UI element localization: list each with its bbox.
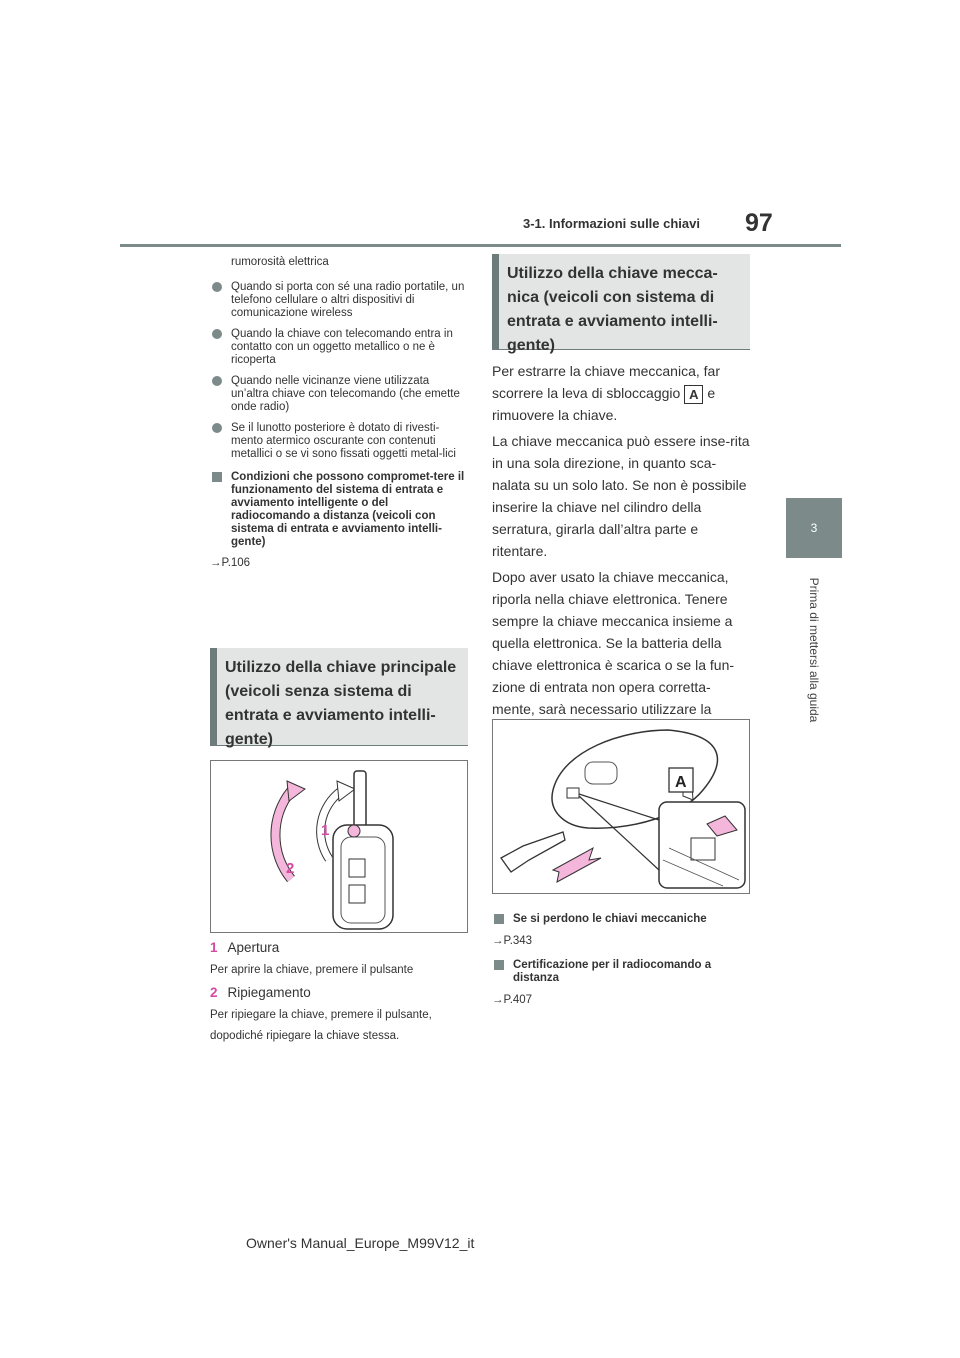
left-column bbox=[210, 256, 468, 569]
item-fold-desc-1: Per ripiegare la chiave, premere il pulsante, bbox=[210, 1009, 432, 1021]
item-open-desc: Per aprire la chiave, premere il pulsante bbox=[210, 964, 414, 976]
page-number: 97 bbox=[745, 209, 773, 237]
subsection-heading: Condizioni che possono compromet-tere il funzionamento del sistema di entrata e avviamento intelligente o del radiocomando a distanza (veicoli con sistema di entrata e avviamento intelli-gente) bbox=[210, 471, 468, 549]
bullet-item: Quando la chiave con telecomando entra in contatto con un oggetto metallico o ne è ricoperta bbox=[210, 328, 468, 367]
page-reference[interactable]: →P.343 bbox=[492, 935, 533, 947]
item-fold-desc-2: dopodiché ripiegare la chiave stessa. bbox=[210, 1030, 400, 1042]
chapter-side-label bbox=[798, 560, 830, 740]
related-sections bbox=[492, 913, 750, 1006]
callout-a: A bbox=[675, 774, 687, 791]
main-key-figure bbox=[210, 760, 468, 933]
chapter-number: 3 bbox=[810, 521, 818, 535]
paragraph-storage: Dopo aver usato la chiave meccanica, riporla nella chiave elettronica. Tenere sempre la chiave meccanica insieme a quella elettronica. Se la batteria della chiave elettronica è scarica o se la fun-zione di entrata non opera corretta-mente, sarà necessario utilizzare la bbox=[492, 569, 735, 717]
bullet-item: Quando nelle vicinanze viene utilizzata un’altra chiave con telecomando (che emette onde radio) bbox=[210, 375, 468, 414]
paragraph-extract: Per estrarre la chiave meccanica, far scorrere la leva di sbloccaggio A e rimuovere la chiave. bbox=[492, 363, 720, 423]
header-rule bbox=[120, 244, 841, 247]
numbered-items bbox=[210, 940, 468, 1042]
section-header: 3-1. Informazioni sulle chiavi bbox=[523, 216, 700, 231]
page-reference[interactable]: →P.106 bbox=[210, 557, 251, 569]
footer-manual-id: Owner's Manual_Europe_M99V12_it bbox=[246, 1235, 475, 1251]
mechanical-key-text bbox=[492, 360, 750, 742]
tag-a: A bbox=[684, 385, 703, 404]
subsection-heading: Se si perdono le chiavi meccaniche bbox=[492, 913, 750, 926]
paragraph-insert: La chiave meccanica può essere inse-rita in una sola direzione, in quanto sca-nalata su un solo lato. Se non è possibile inserire la chiave nel cilindro della serratura, girarla dall’altra parte e ritentare. bbox=[492, 433, 750, 559]
callout-1: 1 bbox=[321, 822, 330, 839]
bullet-item: Se il lunotto posteriore è dotato di rivesti-mento atermico oscurante con contenuti metallici o se vi sono fissati oggetti metal-lici bbox=[210, 422, 468, 461]
subsection-heading: Certificazione per il radiocomando a distanza bbox=[492, 959, 750, 985]
callout-2: 2 bbox=[286, 860, 295, 877]
item-fold: 2 Ripiegamento bbox=[210, 985, 311, 1000]
folding-key-illustration bbox=[211, 761, 467, 932]
bullet-continuation: rumorosità elettrica bbox=[231, 256, 329, 268]
section-title-box-mechanical-key: Utilizzo della chiave mecca-nica (veicoli con sistema di entrata e avviamento intelli-gente) bbox=[492, 254, 750, 350]
section-title-box-main-key: Utilizzo della chiave principale (veicoli senza sistema di entrata e avviamento intelli-gente) bbox=[210, 648, 468, 746]
mechanical-key-illustration bbox=[493, 720, 749, 893]
bullet-item: Quando si porta con sé una radio portatile, un telefono cellulare o altri dispositivi di comunicazione wireless bbox=[210, 281, 468, 320]
page-reference[interactable]: →P.407 bbox=[492, 994, 533, 1006]
chapter-tab bbox=[786, 498, 842, 558]
mechanical-key-figure bbox=[492, 719, 750, 894]
chapter-title: Prima di mettersi alla guida bbox=[807, 577, 821, 723]
item-open: 1 Apertura bbox=[210, 940, 280, 955]
